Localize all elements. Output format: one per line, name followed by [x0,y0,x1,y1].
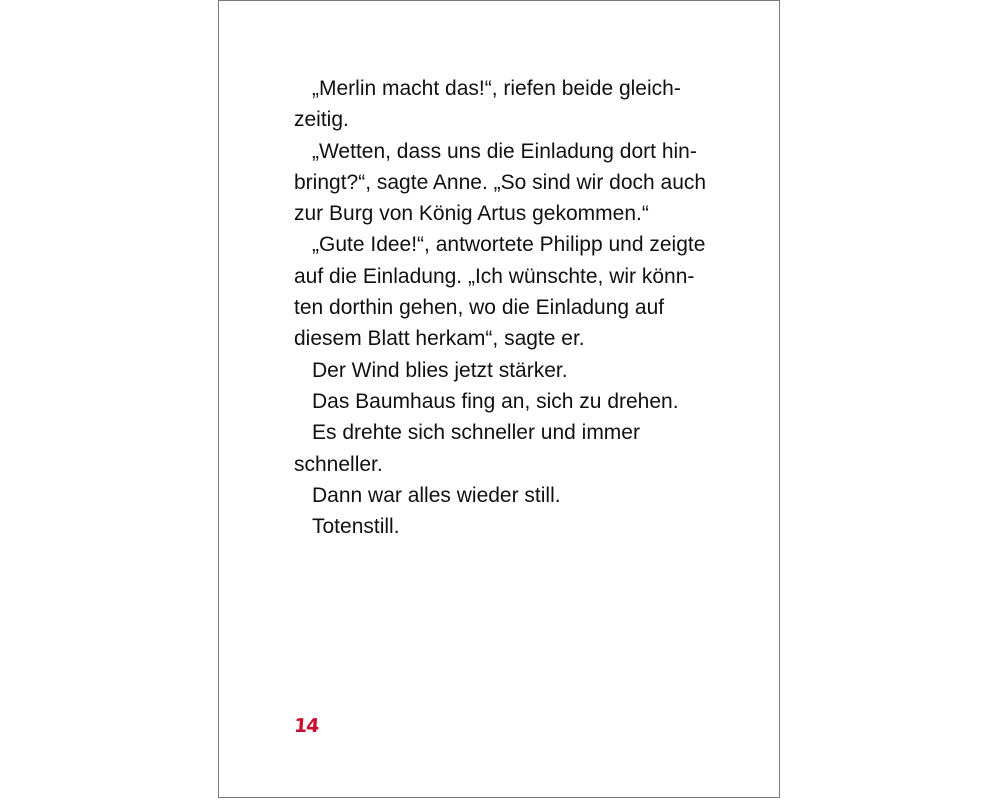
text-line: Totenstill. [312,515,400,539]
text-line: zeitig. [294,108,349,132]
text-line: auf die Einladung. „Ich wünschte, wir könn- [294,264,695,288]
text-line: Dann war alles wieder still. [312,483,561,507]
text-line: Es drehte sich schneller und immer [312,421,640,445]
text-line: Der Wind blies jetzt stärker. [312,358,568,382]
text-line: „Wetten, dass uns die Einladung dort hin- [312,139,697,163]
book-page [218,0,780,798]
text-line: Das Baumhaus fing an, sich zu drehen. [312,389,679,413]
page-number: 14 [293,715,320,737]
text-line: diesem Blatt herkam“, sagte er. [294,327,585,351]
text-line: „Merlin macht das!“, riefen beide gleich- [312,77,681,100]
text-line: zur Burg von König Artus gekommen.“ [294,202,649,226]
page-body-text [294,73,734,542]
text-line: ten dorthin gehen, wo die Einladung auf [294,296,665,320]
text-line: „Gute Idee!“, antwortete Philipp und zeigte [312,233,706,257]
text-line: bringt?“, sagte Anne. „So sind wir doch auch [294,170,707,194]
text-line: schneller. [294,452,383,476]
